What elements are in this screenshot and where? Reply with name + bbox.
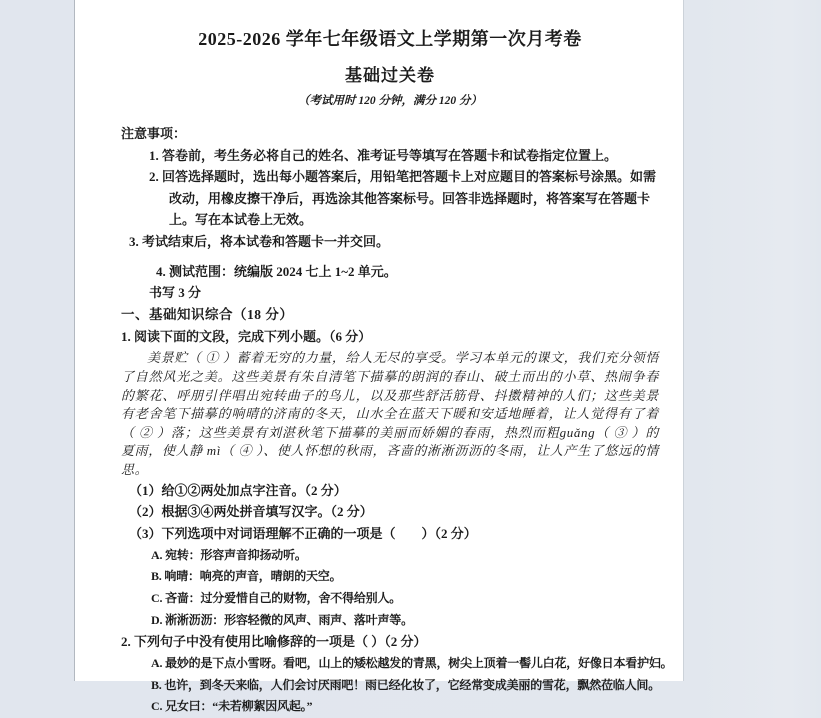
question-2-option-a: A. 最妙的是下点小雪呀。看吧，山上的矮松越发的青黑，树尖上顶着一髻儿白花，好像日本看护妇。 xyxy=(151,656,673,671)
exam-meta: （考试用时 120 分钟，满分 120 分） xyxy=(298,95,482,107)
question-2-option-b: B. 也许，到冬天来临，人们会讨厌雨吧！雨已经化妆了，它经常变成美丽的雪花，飘然莅临人间。 xyxy=(151,677,661,692)
question-1-option-d: D. 淅淅沥沥：形容轻微的风声、雨声、落叶声等。 xyxy=(151,612,413,627)
section-1 xyxy=(121,304,673,718)
question-2-stem: 2. 下列句子中没有使用比喻修辞的一项是（ ）（2 分） xyxy=(121,634,427,650)
notice-item-3: 3. 考试结束后，将本试卷和答题卡一并交回。 xyxy=(129,233,390,249)
notice-heading: 注意事项： xyxy=(121,126,187,141)
notice-item-4-label: 测试范围： xyxy=(169,263,235,279)
question-1-option-b: B. 响晴：响亮的声音，晴朗的天空。 xyxy=(151,569,342,584)
document-page[interactable] xyxy=(74,0,684,714)
handwriting-score-note: 书写 3 分 xyxy=(149,285,202,301)
question-2-option-c: C. 兄女曰：“未若柳絮因风起。” xyxy=(151,699,313,714)
question-1-option-a: A. 宛转：形容声音抑扬动听。 xyxy=(151,547,307,562)
notice-block xyxy=(121,123,659,304)
question-1-sub-2: （2）根据③④两处拼音填写汉字。（2 分） xyxy=(129,504,373,520)
section-1-heading: 一、基础知识综合（18 分） xyxy=(121,306,294,322)
notice-item-1: 1. 答卷前，考生务必将自己的姓名、准考证号等填写在答题卡和试卷指定位置上。 xyxy=(149,147,618,163)
question-1-sub-1: （1）给①②两处加点字注音。（2 分） xyxy=(129,482,347,498)
notice-item-4-text: 统编版 2024 七上 1~2 单元。 xyxy=(234,263,397,279)
notice-item-2: 2. 回答选择题时，选出每小题答案后，用铅笔把答题卡上对应题目的答案标号涂黑。如需改动，用橡皮擦干净后，再选涂其他答案标号。回答非选择题时，将答案写在答题卡上。写在本试卷上无效。 xyxy=(149,169,657,228)
question-1-option-c: C. 吝啬：过分爱惜自己的财物，舍不得给别人。 xyxy=(151,591,402,606)
question-1-stem: 1. 阅读下面的文段，完成下列小题。（6 分） xyxy=(121,328,372,344)
notice-item-4-prefix: 4. xyxy=(156,263,169,279)
question-1-sub-3: （3）下列选项中对词语理解不正确的一项是（ ）（2 分） xyxy=(129,525,477,541)
notice-item-4 xyxy=(121,261,659,283)
exam-subtitle: 基础过关卷 xyxy=(345,66,435,85)
question-1-passage: 美景贮（ ① ）蓄着无穷的力量，给人无尽的享受。学习本单元的课文，我们充分领悟了自然风光之美。这些美景有朱自清笔下描摹的朗润的春山、破土而出的小草、热闹争春的繁花、呼朋引伴唱出宛转曲子的鸟儿，以及那些舒活筋骨、抖擞精神的人们；这些美景有老舍笔下描摹的响晴的济南的冬天，山水全在蓝天下暖和安适地睡着，让人觉得有了着（ ② ）落；这些美景有刘湛秋笔下描摹的美丽而娇媚的春雨，热烈而粗guǎng（ ③ ）的夏雨，使人静 mì（ ④ ）、使人怀想的秋雨，吝啬的淅淅沥沥的冬雨，让人产生了悠远的情思。 xyxy=(121,350,659,477)
exam-title: 2025-2026 学年七年级语文上学期第一次月考卷 xyxy=(198,29,582,49)
